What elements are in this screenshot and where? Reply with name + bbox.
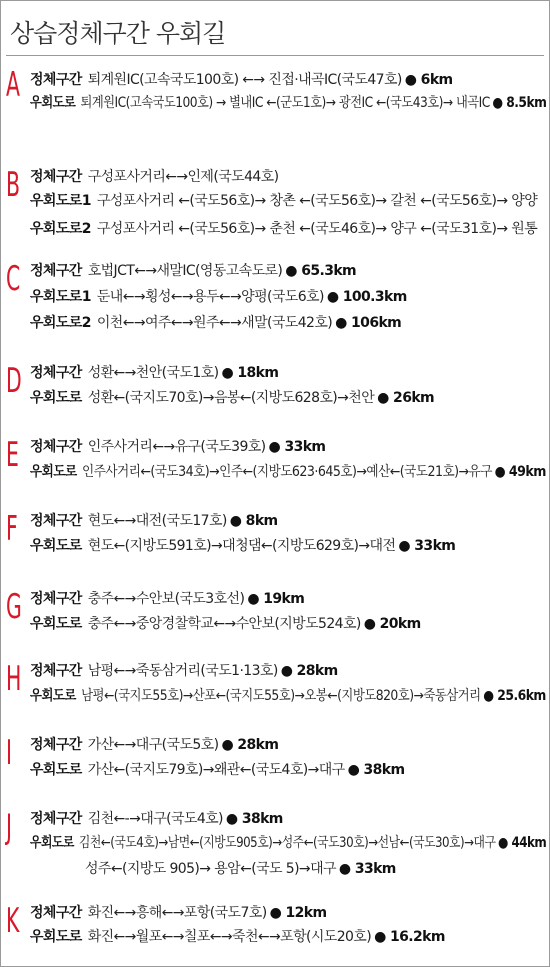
detour-row — [30, 834, 546, 852]
distance-value: ● 8.5km — [492, 95, 546, 111]
route-text: 김천←-→대구(국도4호) — [87, 811, 223, 827]
route-text: 인주사거리←→유구(국도39호) — [87, 439, 266, 455]
route-text: 호법JCT←→새말IC(영동고속도로) — [87, 263, 283, 279]
congestion-row — [30, 590, 304, 608]
distance-value: ● 33km — [339, 861, 396, 877]
row-label: 정체구간 — [30, 513, 82, 529]
route-text: 구성포사거리←→인제(국도44호) — [87, 169, 279, 185]
row-label: 우회도로 — [30, 390, 82, 406]
row-label: 정체구간 — [30, 263, 82, 279]
section-letter: B — [6, 165, 20, 205]
distance-value: ● 38km — [348, 762, 405, 778]
route-text: 남평←(국지도55호)→산포←(국지도55호)→오봉←(지방도820호)→죽동삼거리 — [81, 688, 481, 704]
row-label: 정체구간 — [30, 169, 82, 185]
row-label: 우회도로1 — [30, 289, 91, 305]
row-label: 정체구간 — [30, 365, 82, 381]
distance-value: ● 20km — [364, 616, 421, 632]
distance-value: ● 100.3km — [327, 289, 407, 305]
congestion-row — [30, 71, 453, 89]
route-text: 이천←→여주←→원주←→새말(국도42호) — [96, 315, 333, 331]
distance-value: ● 33km — [398, 538, 455, 554]
row-label: 우회도로 — [30, 538, 82, 554]
congestion-row — [30, 810, 283, 828]
row-label: 정체구간 — [30, 663, 82, 679]
section-letter: H — [6, 659, 22, 699]
distance-value: ● 25.6km — [483, 688, 546, 704]
distance-value: ● 38km — [226, 811, 283, 827]
route-text: 구성포사거리 ←(국도56호)→ 창촌 ←(국도56호)→ 갈천 ←(국도56호)→ 양양 — [96, 193, 538, 209]
route-text: 충주←→수안보(국도3호선) — [87, 591, 245, 607]
route-text: 가산←(국지도79호)→왜관←(국도4호)→대구 — [87, 762, 345, 778]
row-label: 우회도로2 — [30, 315, 91, 331]
detour-row — [30, 615, 421, 633]
distance-value: ● 44km — [498, 835, 546, 851]
row-label: 정체구간 — [30, 905, 82, 921]
congestion-row — [30, 904, 326, 922]
route-text: 화진←→흥해←→포항(국도7호) — [87, 905, 267, 921]
route-text: 성환←→천안(국도1호) — [87, 365, 219, 381]
row-label: 정체구간 — [30, 737, 82, 753]
route-text: 성주←(지방도 905)→ 용암←(국도 5)→대구 — [85, 861, 336, 877]
distance-value: ● 28km — [281, 663, 338, 679]
row-label: 우회도로 — [30, 688, 76, 704]
row-label: 우회도로1 — [30, 193, 91, 209]
congestion-row — [30, 512, 278, 530]
row-label: 우회도로 — [30, 929, 82, 945]
detour-row — [30, 94, 546, 112]
distance-value: ● 65.3km — [285, 263, 356, 279]
distance-value: ● 12km — [270, 905, 327, 921]
detour-row — [85, 860, 396, 878]
congestion-row — [30, 168, 278, 186]
section-letter: F — [6, 509, 18, 549]
distance-value: ● 26km — [377, 390, 434, 406]
detour-row — [30, 288, 407, 306]
detour-row — [30, 192, 537, 210]
page-title: 상습정체구간 우회길 — [10, 19, 226, 48]
route-text: 화진←→월포←→칠포←→죽천←→포항(시도20호) — [87, 929, 372, 945]
row-label: 우회도로 — [30, 762, 82, 778]
section-letter: I — [6, 733, 13, 773]
distance-value: ● 33km — [269, 439, 326, 455]
row-label: 정체구간 — [30, 591, 82, 607]
section-letter: G — [6, 587, 22, 627]
detour-row — [30, 220, 537, 238]
distance-value: ● 18km — [221, 365, 278, 381]
route-text: 인주사거리←(국도34호)→인주←(지방도623·645호)→예산←(국도21호)→유구 — [82, 464, 492, 480]
route-text: 퇴계원IC(고속국도100호) → 별내IC ←(군도1호)→ 광전IC ←(국도43호)→ 내곡IC — [80, 95, 490, 111]
detour-row — [30, 761, 404, 779]
route-text: 충주←→중앙경찰학교←→수안보(지방도524호) — [87, 616, 361, 632]
route-text: 현도←→대전(국도17호) — [87, 513, 227, 529]
section-letter: J — [6, 807, 13, 847]
congestion-row — [30, 364, 278, 382]
distance-value: ● 19km — [247, 591, 304, 607]
section-letter: A — [6, 65, 20, 105]
row-label: 정체구간 — [30, 72, 82, 88]
row-label: 우회도로 — [30, 95, 76, 111]
section-letter: K — [6, 901, 20, 941]
section-letter: D — [6, 361, 22, 401]
route-text: 남평←→죽동삼거리(국도1·13호) — [87, 663, 278, 679]
route-text: 김천←(국도4호)→남면←(지방도905호)→성주←(국도30호)→선남←(국도30호)→대구 — [78, 835, 496, 851]
detour-row — [30, 928, 445, 946]
distance-value: ● 106km — [335, 315, 401, 331]
section-letter: E — [6, 435, 19, 475]
route-text: 구성포사거리 ←(국도56호)→ 춘천 ←(국도46호)→ 양구 ←(국도31호)→ 원통 — [96, 221, 538, 237]
distance-value: ● 16.2km — [374, 929, 445, 945]
row-label: 우회도로2 — [30, 221, 91, 237]
route-text: 퇴계원IC(고속국도100호) ←→ 진접·내곡IC(국도47호) — [87, 72, 402, 88]
congestion-row — [30, 736, 278, 754]
distance-value: ● 8km — [230, 513, 278, 529]
detour-row — [30, 314, 401, 332]
distance-value: ● 28km — [221, 737, 278, 753]
detour-row — [30, 687, 546, 705]
section-letter: C — [6, 259, 21, 299]
congestion-row — [30, 262, 356, 280]
route-text: 가산←→대구(국도5호) — [87, 737, 219, 753]
detour-row — [30, 537, 455, 555]
title-divider — [6, 55, 544, 56]
row-label: 우회도로 — [30, 835, 74, 851]
congestion-row — [30, 438, 325, 456]
row-label: 우회도로 — [30, 616, 82, 632]
congestion-row — [30, 662, 338, 680]
row-label: 우회도로 — [30, 464, 77, 480]
detour-row — [30, 389, 434, 407]
detour-row — [30, 463, 546, 481]
distance-value: ● 6km — [405, 72, 453, 88]
route-text: 현도←(지방도591호)→대청댐←(지방도629호)→대전 — [87, 538, 396, 554]
route-text: 둔내←→횡성←→용두←→양평(국도6호) — [96, 289, 324, 305]
route-text: 성환←(국지도70호)→음봉←(지방도628호)→천안 — [87, 390, 375, 406]
row-label: 정체구간 — [30, 439, 82, 455]
row-label: 정체구간 — [30, 811, 82, 827]
distance-value: ● 49km — [495, 464, 546, 480]
